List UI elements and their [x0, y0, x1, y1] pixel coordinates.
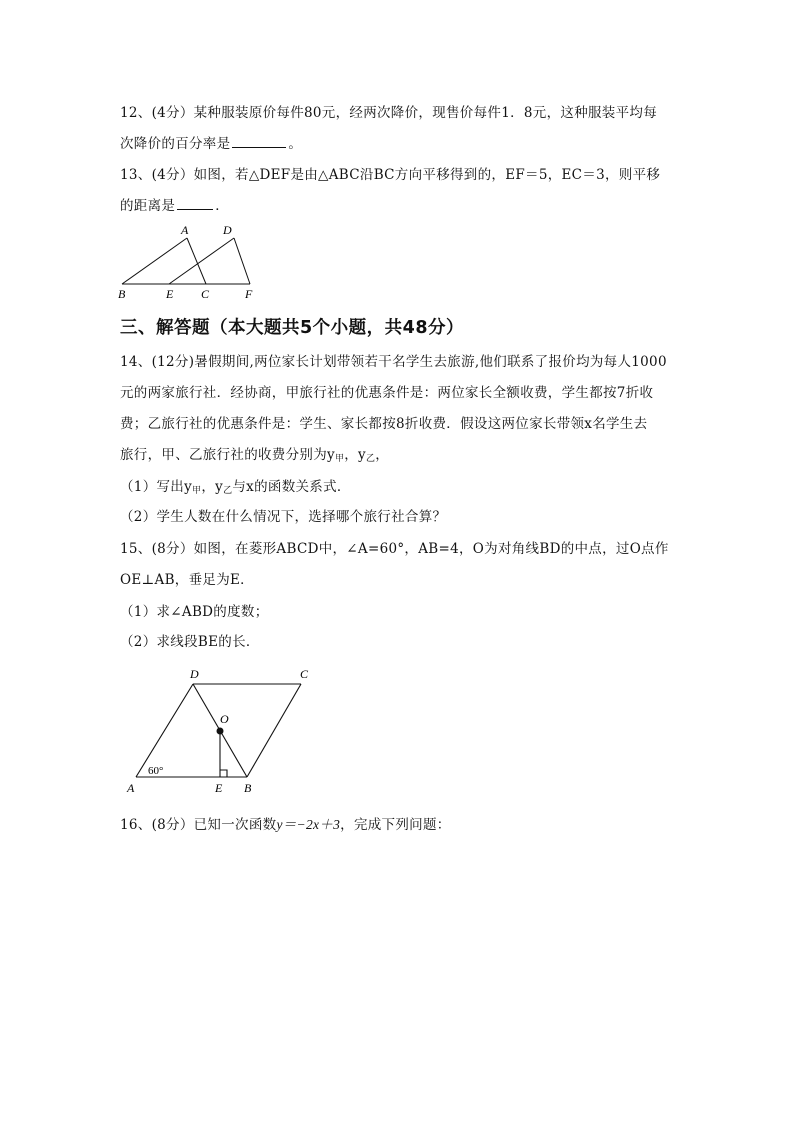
q15-line-1: 15、(8分）如图，在菱形ABCD中，∠A=60°，AB=4，O为对角线BD的中点，过O点作	[120, 541, 669, 557]
side-cb	[247, 684, 301, 777]
right-angle-mark	[220, 770, 227, 777]
q13-line-1: 13、(4分）如图，若△DEF是由△ABC沿BC方向平移得到的，EF＝5，EC＝3，则平移	[120, 167, 661, 183]
label-o: O	[220, 712, 229, 726]
q12-line-2	[120, 133, 302, 154]
q16-end: ，完成下列问题：	[340, 817, 451, 833]
label-d: D	[223, 223, 232, 237]
rhombus-figure	[118, 662, 318, 800]
q14-line-1: 14、(12分)暑假期间,两位家长计划带领若干名学生去旅游,他们联系了报价均为每人1000	[120, 354, 667, 370]
q14-part-1-end: 与x的函数关系式．	[232, 479, 351, 495]
side-ba	[122, 238, 187, 284]
q13-line-2	[120, 195, 229, 216]
q15-line-2: OE⊥AB，垂足为E．	[120, 572, 254, 588]
label-b: B	[118, 287, 126, 301]
label-c: C	[201, 287, 210, 301]
q12-line-1: 12、(4分）某种服装原价每件80元，经两次降价，现售价每件1．8元，这种服装平均每	[120, 105, 657, 121]
side-df	[234, 238, 250, 284]
q14-line-4-mid: ，y	[344, 447, 366, 463]
q14-part-1	[120, 477, 351, 501]
q16-line	[120, 815, 451, 835]
q13-end: ．	[215, 198, 230, 214]
q14-part-2: （2）学生人数在什么情况下，选择哪个旅行社合算？	[120, 509, 447, 525]
label-a: A	[127, 781, 135, 795]
linear-function-formula: y＝−2x＋3	[276, 817, 341, 832]
side-ed	[169, 238, 234, 284]
q14-line-4	[120, 445, 389, 469]
side-ac	[187, 238, 206, 284]
point-o	[217, 728, 224, 735]
q16-text: 16、(8分）已知一次函数	[120, 817, 277, 833]
q13-text: 的距离是	[120, 198, 176, 214]
triangle-translation-figure	[112, 220, 262, 302]
q14-part-1-text: （1）写出y	[120, 479, 193, 495]
subscript-yi-2: 乙	[223, 486, 233, 496]
label-e: E	[215, 781, 223, 795]
label-b: B	[244, 781, 252, 795]
q14-line-2: 元的两家旅行社．经协商，甲旅行社的优惠条件是：两位家长全额收费，学生都按7折收	[120, 385, 654, 401]
q14-line-3: 费；乙旅行社的优惠条件是：学生、家长都按8折收费．假设这两位家长带领x名学生去	[120, 416, 648, 432]
answer-blank-q13[interactable]	[177, 195, 213, 210]
angle-label: 60°	[148, 765, 164, 777]
q14-part-1-mid: ，y	[201, 479, 224, 495]
label-c: C	[300, 667, 309, 681]
subscript-jia-2: 甲	[192, 486, 202, 496]
label-e: E	[166, 287, 174, 301]
q14-line-4-text: 旅行，甲、乙旅行社的收费分别为y	[120, 447, 335, 463]
subscript-yi: 乙	[365, 454, 376, 464]
section-title: 三、解答题（本大题共5个小题，共48分）	[120, 318, 465, 338]
label-a: A	[181, 223, 189, 237]
q14-line-4-end: ，	[375, 447, 390, 463]
q12-text: 次降价的百分率是	[120, 136, 231, 152]
label-f: F	[245, 287, 253, 301]
side-ad	[136, 684, 193, 777]
subscript-jia: 甲	[334, 454, 345, 464]
answer-blank-q12[interactable]	[232, 133, 286, 148]
q15-part-2: （2）求线段BE的长．	[120, 634, 260, 650]
label-d: D	[190, 667, 199, 681]
q15-part-1: （1）求∠ABD的度数；	[120, 604, 269, 620]
q12-end: 。	[288, 136, 303, 152]
